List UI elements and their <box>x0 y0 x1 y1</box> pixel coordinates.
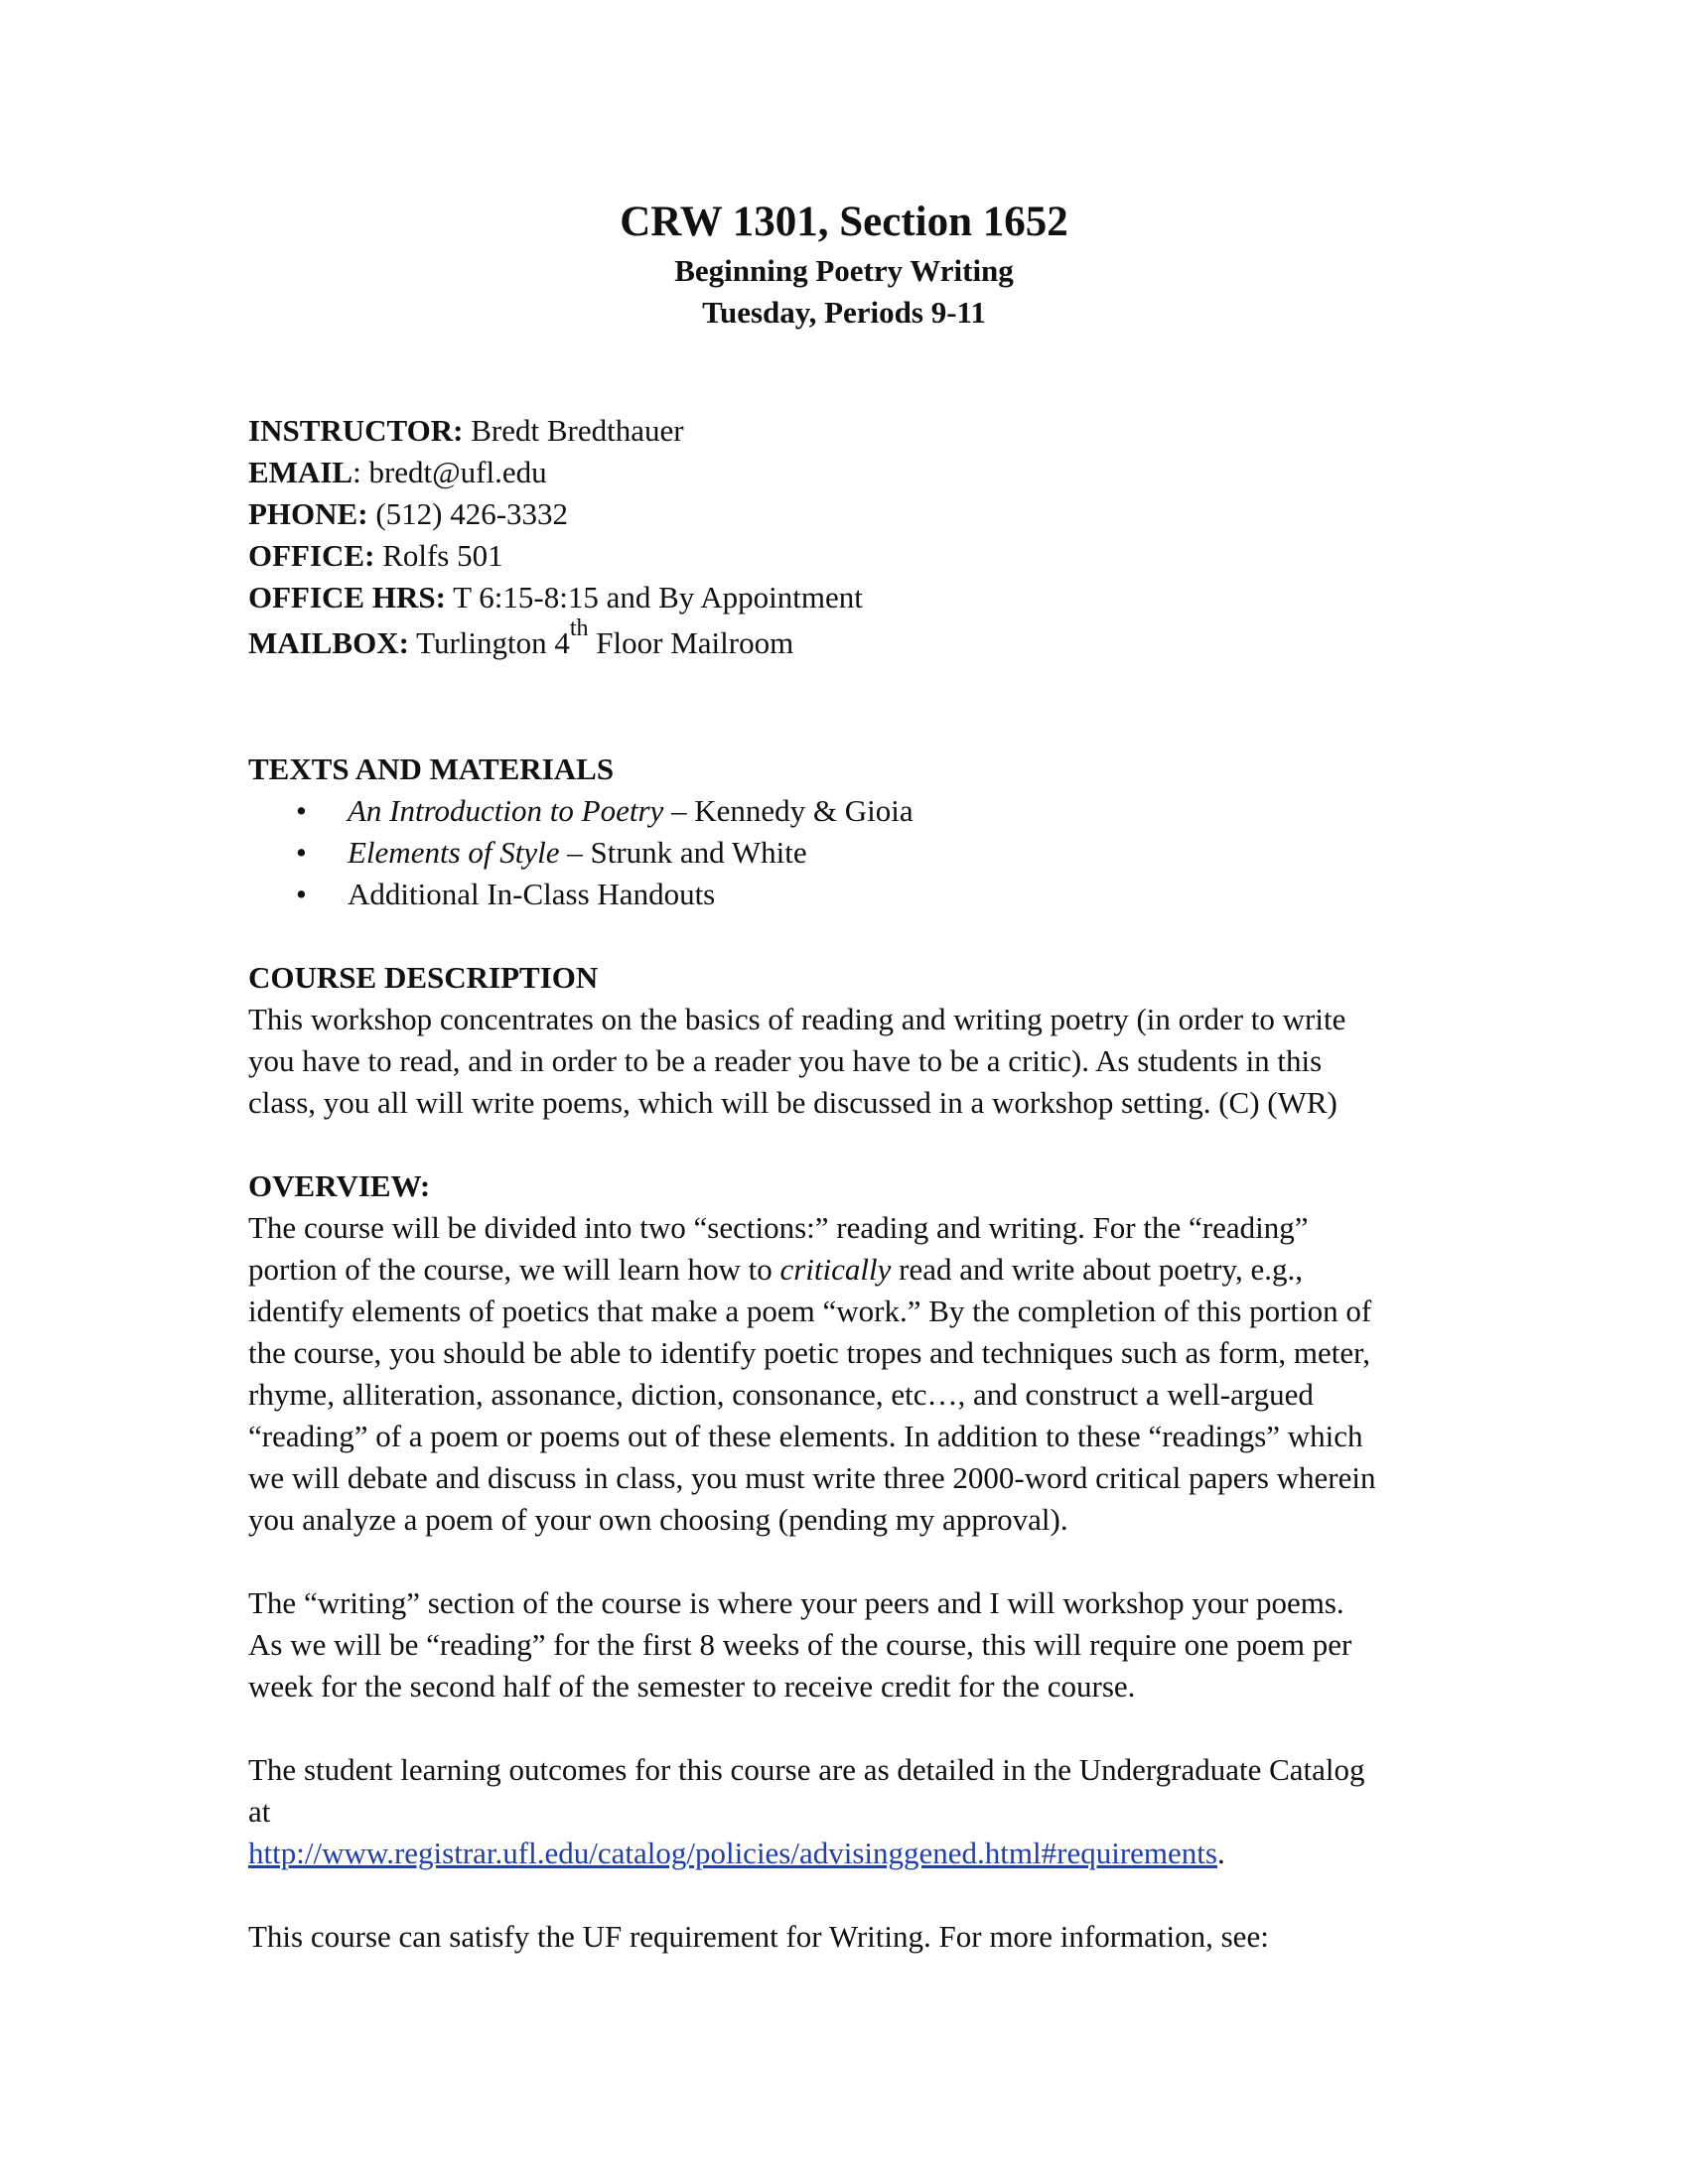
text-line: This workshop concentrates on the basics of reading and writing poetry (in order to write <box>248 1002 1346 1036</box>
description-text <box>248 999 1460 1124</box>
text-line: the course, you should be able to identify poetic tropes and techniques such as form, meter, <box>248 1335 1370 1370</box>
learning-outcomes-paragraph <box>248 1749 1460 1874</box>
materials-text: Additional In-Class Handouts <box>348 877 716 911</box>
office-hours-line <box>248 577 1460 618</box>
text-line: we will debate and discuss in class, you must write three 2000-word critical papers wherein <box>248 1460 1376 1495</box>
overview-heading: OVERVIEW: <box>248 1168 431 1203</box>
mailbox-label: MAILBOX: <box>248 625 409 660</box>
text-line: you analyze a poem of your own choosing (pending my approval). <box>248 1502 1068 1537</box>
mailbox-value-post: Floor Mailroom <box>596 625 794 660</box>
instructor-line <box>248 410 1460 452</box>
office-value: Rolfs 501 <box>382 538 503 573</box>
course-name: Beginning Poetry Writing <box>674 253 1014 288</box>
instructor-label: INSTRUCTOR: <box>248 413 464 448</box>
emphasis-text: critically <box>779 1252 892 1287</box>
course-schedule: Tuesday, Periods 9-11 <box>702 295 986 330</box>
document-header <box>0 195 1688 334</box>
bullet: • <box>296 793 307 828</box>
text-line: rhyme, alliteration, assonance, diction, consonance, etc…, and construct a well-argued <box>248 1377 1314 1412</box>
text-line: class, you all will write poems, which will be discussed in a workshop setting. (C) (WR) <box>248 1085 1337 1120</box>
overview-paragraph-2 <box>248 1582 1460 1707</box>
course-title: CRW 1301, Section 1652 <box>620 199 1068 245</box>
office-label: OFFICE: <box>248 538 375 573</box>
list-item <box>248 790 1460 832</box>
office-line <box>248 535 1460 577</box>
list-item <box>248 874 1460 915</box>
text-line: As we will be “reading” for the first 8 weeks of the course, this will require one poem per <box>248 1627 1352 1662</box>
text-line: The “writing” section of the course is where your peers and I will workshop your poems. <box>248 1585 1344 1620</box>
book-title: Elements of Style <box>348 835 560 870</box>
text-segment: . <box>1216 1836 1225 1870</box>
text-line <box>248 1249 1460 1291</box>
text-line: you have to read, and in order to be a reader you have to be a critic). As students in this <box>248 1043 1323 1078</box>
phone-line <box>248 493 1460 535</box>
text-line: The course will be divided into two “sections:” reading and writing. For the “reading” <box>248 1210 1309 1245</box>
text-line: This course can satisfy the UF requirement for Writing. For more information, see: <box>248 1919 1269 1954</box>
mailbox-value-sup: th <box>569 615 589 641</box>
materials-list <box>248 790 1460 915</box>
text-line: “reading” of a poem or poems out of these elements. In addition to these “readings” which <box>248 1419 1363 1453</box>
office-hours-label: OFFICE HRS: <box>248 580 446 614</box>
book-authors: – Kennedy & Gioia <box>663 793 914 828</box>
text-line: identify elements of poetics that make a poem “work.” By the completion of this portion of <box>248 1294 1372 1328</box>
text-segment: portion of the course, we will learn how to <box>248 1252 780 1287</box>
phone-label: PHONE: <box>248 496 368 531</box>
book-authors: – Strunk and White <box>559 835 807 870</box>
list-item <box>248 832 1460 874</box>
book-title: An Introduction to Poetry <box>348 793 664 828</box>
mailbox-value <box>416 615 794 660</box>
text-line: week for the second half of the semester to receive credit for the course. <box>248 1669 1136 1704</box>
bullet: • <box>296 877 307 911</box>
office-hours-value: T 6:15-8:15 and By Appointment <box>453 580 863 614</box>
writing-requirement-paragraph <box>248 1916 1460 1958</box>
texts-heading: TEXTS AND MATERIALS <box>248 751 615 786</box>
text-line: The student learning outcomes for this course are as detailed in the Undergraduate Catalog <box>248 1752 1365 1787</box>
overview-paragraph-1 <box>248 1207 1460 1541</box>
instructor-value: Bredt Bredthauer <box>471 413 684 448</box>
text-segment: read and write about poetry, e.g., <box>891 1252 1304 1287</box>
text-line: at <box>248 1794 271 1829</box>
mailbox-value-pre: Turlington 4 <box>416 625 570 660</box>
email-line <box>248 452 1460 493</box>
description-heading: COURSE DESCRIPTION <box>248 960 599 995</box>
bullet: • <box>296 835 307 870</box>
mailbox-line <box>248 615 1460 664</box>
email-value: : bredt@ufl.edu <box>352 455 547 489</box>
document-body <box>248 410 1460 1958</box>
phone-value: (512) 426-3332 <box>375 496 569 531</box>
text-line <box>248 1833 1460 1874</box>
email-label: EMAIL <box>248 455 353 489</box>
catalog-link[interactable]: http://www.registrar.ufl.edu/catalog/policies/advisinggened.html#requirements <box>248 1836 1217 1870</box>
